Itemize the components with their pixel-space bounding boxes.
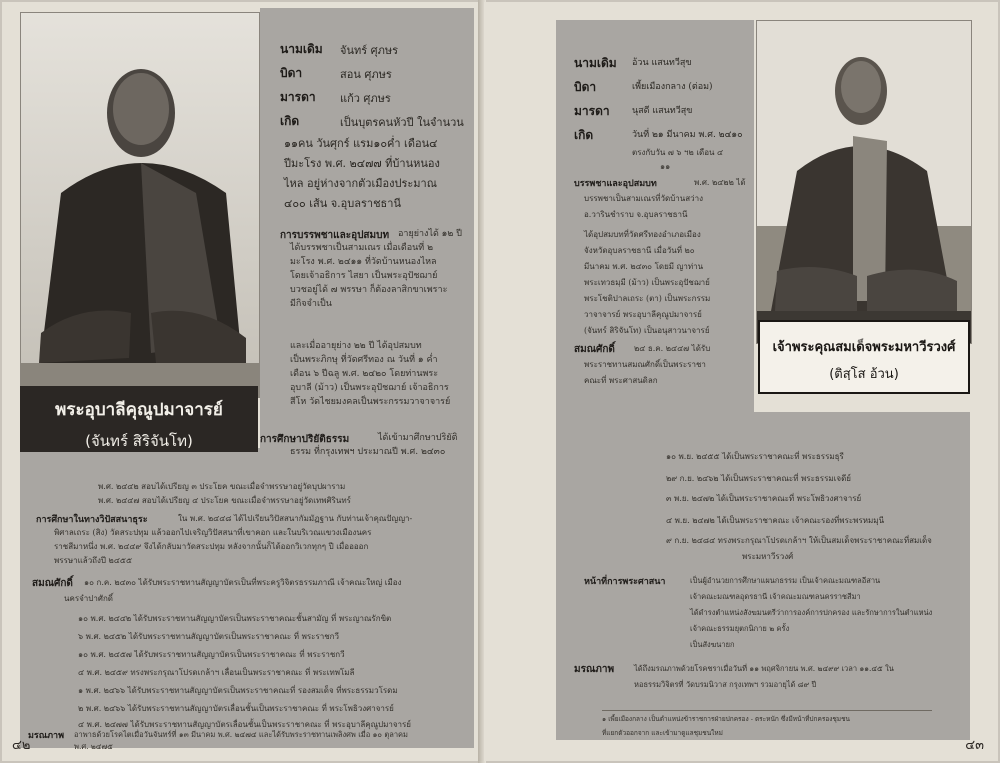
text-line: อ.วารินชำราบ จ.อุบลราชธานี — [584, 210, 688, 219]
text-line: ธรรม ที่กรุงเทพฯ ประมาณปี พ.ศ. ๒๔๓๐ — [290, 447, 446, 457]
birth-line: ๔๐๐ เส้น จ.อุบลราชธานี — [284, 197, 401, 210]
bio-label: เกิด — [574, 128, 594, 142]
text-line: ๙ ก.ย. ๒๔๘๔ ทรงพระกรุณาโปรดเกล้าฯ ให้เป็นสมเด็จพระราชาคณะที่สมเด็จ — [666, 536, 932, 545]
caption-title: พระอุบาลีคุณูปมาจารย์ — [55, 400, 223, 420]
birth-line: ๑๑คน วันศุกร์ แรม๑๐ค่ำ เดือน๔ — [284, 137, 438, 150]
bio-value: สอน ศุภษร — [340, 68, 392, 81]
text-line: คณะที่ พระศาสนดิลก — [584, 376, 658, 385]
text-line: ๑๐ ก.ค. ๒๔๓๐ ได้รับพระราชทานสัญญาบัตรเป็นที่พระครูวิจิตรธรรมภาณี เจ้าคณะใหญ่ เมือง — [84, 578, 402, 587]
left-education-heading: การศึกษาปริยัติธรรม — [260, 434, 350, 445]
text-line: บรรพชาเป็นสามเณรที่วัดบ้านสว่าง — [584, 194, 704, 203]
text-line: เป็นสังฆนายก — [690, 640, 735, 649]
text-line: พ.ศ. ๒๔๗๕ — [74, 742, 113, 751]
text-line: ได้เข้ามาศึกษาปริยัติ — [378, 433, 458, 443]
bio-label: นามเดิม — [280, 42, 323, 56]
footnote-rule — [602, 710, 932, 711]
caption-subtitle: (ติสฺโส อ้วน) — [829, 367, 899, 382]
text-line: ตรงกับวัน ๗ ๖ ฯ๒ เดือน ๔ — [632, 148, 724, 157]
caption-title: เจ้าพระคุณสมเด็จพระมหาวีรวงศ์ — [772, 340, 956, 355]
text-line: พระมหาวีรวงศ์ — [742, 552, 794, 561]
text-line: ๑ พ.ศ. ๒๔๖๖ ได้รับพระราชทานสัญญาบัตรเป็นพระราชาคณะที่ รองสมเด็จ ที่พระธรรมวโรดม — [78, 686, 398, 695]
bio-value: เป็นบุตรคนหัวปี ในจำนวน — [340, 116, 464, 129]
text-line: (จันทร์ สิริจันโท) เป็นอนุสาวนาจารย์ — [584, 326, 710, 335]
text-line: มะโรง พ.ศ. ๒๔๑๑ ที่วัดบ้านหนองไหล — [290, 257, 437, 267]
text-line: อาพาธด้วยโรคไตเมื่อวันจันทร์ที่ ๑๓ มีนาคม พ.ศ. ๒๔๗๔ และได้รับพระราชทานเพลิงศพ เมื่อ ๑๐ ตุลาคม — [74, 730, 409, 739]
left-page — [2, 2, 481, 761]
text-line: ๓ พ.ย. ๒๔๗๒ ได้เป็นพระราชาคณะที่ พระโพธิวงศาจารย์ — [666, 494, 862, 503]
text-line: พระโชติปาลเถระ (ตา) เป็นพระกรรม — [584, 294, 711, 303]
text-line: ๖ พ.ศ. ๒๔๕๒ ได้รับพระราชทานสัญญาบัตรเป็นพระราชาคณะ ที่ พระราชกวี — [78, 632, 340, 641]
text-line: ได้ถึงมรณภาพด้วยโรคชราเมื่อวันที่ ๑๑ พฤศจิกายน พ.ศ. ๒๔๙๙ เวลา ๑๑.๔๕ ใน — [634, 664, 894, 673]
text-line: เดือน ๖ ปีฉลู พ.ศ. ๒๔๒๐ โดยท่านพระ — [290, 369, 439, 379]
text-line: ใน พ.ศ. ๒๔๔๘ ได้ไปเรียนวิปัสสนากัมมัฏฐาน กับท่านเจ้าคุณปัญญา- — [178, 514, 413, 523]
text-line: มีกิจจำเป็น — [290, 299, 332, 309]
text-line: บวชอยู่ได้ ๗ พรรษา ก็ต้องลาสิกขาเพราะ — [290, 285, 448, 295]
text-line: วาจาจารย์ พระอุบาลีคุณูปมาจารย์ — [584, 310, 702, 319]
text-line: อายุย่างได้ ๑๒ ปี — [398, 229, 462, 239]
text-line: พระเทวธมฺมี (ม้าว) เป็นพระอุปัชฌาย์ — [584, 278, 710, 287]
bio-value: แก้ว ศุภษร — [340, 92, 391, 105]
right-page — [484, 2, 998, 761]
text-line: ๑๐ พ.ศ. ๒๔๔๒ ได้รับพระราชทานสัญญาบัตรเป็นพระราชาคณะชั้นสามัญ ที่ พระญาณรักขิต — [78, 614, 392, 623]
text-line: จังหวัดอุบลราชธานี เมื่อวันที่ ๒๐ — [584, 246, 695, 255]
text-line: เป็นผู้อำนวยการศึกษาแผนกธรรม เป็นเจ้าคณะมณฑลอีสาน — [690, 576, 881, 585]
page-number-right: ๔๓ — [965, 738, 984, 753]
bio-value: อ้วน แสนทวีสุข — [632, 58, 692, 68]
text-line: ๒ พ.ศ. ๒๔๖๖ ได้รับพระราชทานสัญญาบัตรเลื่อนชั้นเป็นพระราชาคณะ ที่ พระโพธิวงศาจารย์ — [78, 704, 394, 713]
left-dhamma-heading: การศึกษาในทางวิปัสสนาธุระ — [36, 515, 148, 525]
text-line: พระราชทานสมณศักดิ์เป็นพระราชา — [584, 360, 706, 369]
text-line: เจ้าคณะมณฑลอุดรธานี เจ้าคณะมณฑลนครราชสีมา — [690, 592, 861, 601]
left-rank-heading: สมณศักดิ์ — [32, 578, 73, 589]
text-line: พ.ศ. ๒๔๔๒ สอบได้เปรียญ ๓ ประโยค ขณะเมื่อจำพรรษาอยู่วัดบุปผาราม — [98, 482, 346, 491]
text-line: ได้บรรพชาเป็นสามเณร เมื่อเดือนที่ ๒ — [290, 243, 434, 253]
right-duty-heading: หน้าที่การพระศาสนา — [584, 577, 666, 587]
text-line: ๒๙ ก.ย. ๒๔๖๒ ได้เป็นพระราชาคณะที่ พระธรรมเจดีย์ — [666, 474, 851, 483]
caption-left — [20, 386, 258, 452]
bio-label: เกิด — [280, 114, 300, 128]
text-line: โดยเจ้าอธิการ ไสยา เป็นพระอุปัชฌาย์ — [290, 271, 438, 281]
right-ordination-heading: บรรพชาและอุปสมบท — [574, 179, 657, 189]
text-line: สีโห วัดไชยมงคลเป็นพระกรรมวาจาจารย์ — [290, 397, 451, 407]
right-rank-heading: สมณศักดิ์ — [574, 344, 615, 355]
bio-label: นามเดิม — [574, 56, 617, 70]
caption-subtitle: (จันทร์ สิริจันโท) — [85, 432, 193, 450]
caption-right — [758, 320, 970, 394]
text-line: นครจำปาศักดิ์ — [64, 594, 113, 603]
text-line: ๔ พ.ศ. ๒๔๗๗ ได้รับพระราชทานสัญญาบัตรเลื่อนชั้นเป็นพระราชาคณะ ที่ พระอุบาลีคุณูปมาจารย์ — [78, 720, 411, 729]
left-death-heading: มรณภาพ — [28, 731, 65, 741]
bio-label: บิดา — [280, 66, 303, 80]
text-line: พ.ศ. ๒๔๒๒ ได้ — [694, 178, 746, 187]
text-line: พรรษาแล้วถึงปี ๒๔๕๕ — [54, 556, 132, 565]
text-line: ได้อุปสมบทที่วัดศรีทองอำเภอเมือง — [584, 230, 701, 239]
birth-line: ไหล อยู่ห่างจากตัวเมืองประมาณ — [284, 177, 437, 190]
text-line: ราชสีมาหนึ่ง พ.ศ. ๒๔๔๙ จึงได้กลับมาวัดสระปทุม หลังจากนั้นก็ได้ออกวิเวกทุกๆ ปี เมื่ออออก — [54, 542, 369, 551]
text-line: มีนาคม พ.ศ. ๒๔๓๐ โดยมี ญาท่าน — [584, 262, 704, 271]
bio-label: มารดา — [574, 104, 610, 118]
bio-label: บิดา — [574, 80, 597, 94]
bio-value: เพี้ยเมืองกลาง (ต่อม) — [632, 82, 713, 92]
bio-value: นุสดี แสนทวีสุข — [632, 106, 693, 116]
text-line: ๔ พ.ย. ๒๔๗๒ ได้เป็นพระราชาคณะ เจ้าคณะรองที่พระพรหมมุนี — [666, 516, 885, 525]
portrait-photo-left — [20, 12, 260, 398]
bio-value: จันทร์ ศุภษร — [340, 44, 399, 57]
bio-value: วันที่ ๒๑ มีนาคม พ.ศ. ๒๔๑๐ — [632, 130, 743, 140]
text-line: ได้ดำรงตำแหน่งสังฆมนตรีว่าการองค์การปกครอง และรักษาการในตำแหน่ง — [690, 608, 933, 617]
text-line: ๔ พ.ศ. ๒๔๕๙ ทรงพระกรุณาโปรดเกล้าฯ เลื่อนเป็นพระราชาคณะ ที่ พระเทพโมลี — [78, 668, 355, 677]
text-line: เป็นพระภิกษุ ที่วัดศรีทอง ณ วันที่ ๑ ค่ำ — [290, 355, 438, 365]
footnote-line: ที่แยกตัวออกจาก และเข้ามาดูแลชุมชนใหม่ — [602, 729, 723, 737]
text-line: ๒๔ ธ.ค. ๒๔๔๗ ได้รับ — [634, 344, 711, 353]
bio-label: มารดา — [280, 90, 316, 104]
page-number-left: ๔๒ — [12, 738, 31, 753]
text-line: เจ้าคณะธรรมยุตกนิกาย ๒ ครั้ง — [690, 624, 790, 633]
text-line: ๑๑ — [660, 162, 671, 171]
footnote-line: ๑ เพี้ยเมืองกลาง เป็นตำแหน่งข้าราชการฝ่ายปกครอง - ตระหนัก ซึ่งมีหน้าที่ปกครองชุมชน — [602, 715, 850, 723]
text-line: หอธรรมวิจิตรที่ วัดบรมนิวาส กรุงเทพฯ รวมอายุได้ ๘๙ ปี — [634, 680, 817, 689]
text-line: และเมื่ออายุย่าง ๒๒ ปี ได้อุปสมบท — [290, 341, 422, 351]
text-line: อุบาลี (ม้าว) เป็นพระอุปัชฌาย์ เจ้าอธิการ — [290, 383, 449, 393]
birth-line: ปีมะโรง พ.ศ. ๒๔๗๗ ที่บ้านหนอง — [284, 157, 440, 170]
text-line: พิศาลเถระ (สิง) วัดสระปทุม แล้วออกไปเจริญวิปัสสนาที่เขาคอก และในบริเวณแขวงเมืองนคร — [54, 528, 372, 537]
text-line: พ.ศ. ๒๔๔๗ สอบได้เปรียญ ๔ ประโยค ขณะเมื่อจำพรรษาอยู่วัดเทพศิรินทร์ — [98, 496, 351, 505]
text-line: ๑๐ พ.ย. ๒๔๕๕ ได้เป็นพระราชาคณะที่ พระธรรมธุรี — [666, 452, 844, 461]
left-ordination-heading: การบรรพชาและอุปสมบท — [280, 230, 390, 241]
portrait-photo-right — [756, 20, 972, 344]
text-line: ๑๐ พ.ศ. ๒๔๕๗ ได้รับพระราชทานสัญญาบัตรเป็นพระราชาคณะ ที่ พระราชกวี — [78, 650, 345, 659]
right-death-heading: มรณภาพ — [574, 664, 615, 675]
